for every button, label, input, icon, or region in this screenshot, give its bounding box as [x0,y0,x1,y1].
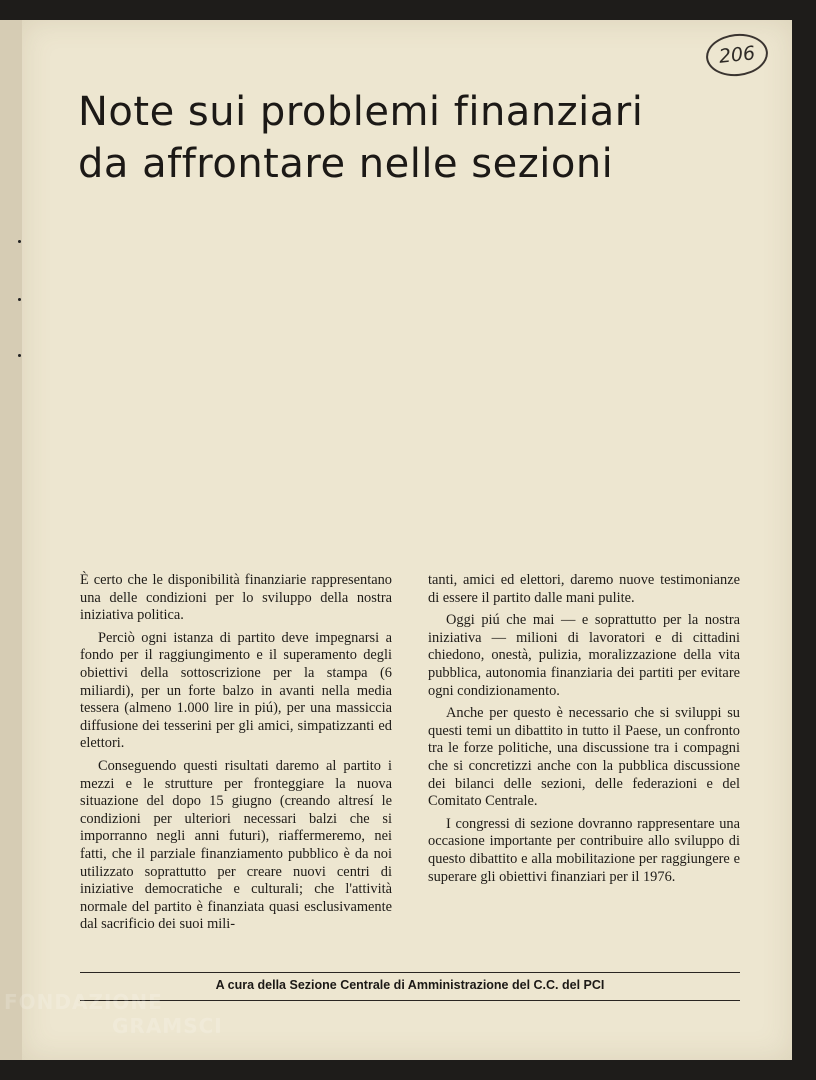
margin-mark [18,354,21,357]
archive-watermark [4,990,234,1038]
watermark-line: GRAMSCI [112,1014,223,1038]
binding-edge [0,20,22,1060]
paragraph: Oggi piú che mai — e soprattutto per la nostra iniziativa — milioni di lavoratori e di cittadini chiedono, onestà, pulizia, moralizzazione della vita pubblica, autonomia finanziaria dei partiti per evitare ogni condizionamento. [428,612,740,699]
paragraph: tanti, amici ed elettori, daremo nuove testimonianze di essere il partito dalle mani pulite. [428,572,740,606]
handwritten-page-number: 206 [704,31,770,79]
margin-mark [18,240,21,243]
paragraph: Conseguendo questi risultati daremo al partito i mezzi e le strutture per fronteggiare la nuova situazione del dopo 15 giugno (creando altresí le condizioni per ulteriori necessari balzi che si imporranno negli anni futuri), riaffermeremo, nei fatti, che il parziale finanziamento pubblico è da noi utilizzato soprattutto per creare nuovi centri di iniziative democratiche e culturali; che l'attività normale del partito è finanziata quasi esclusivamente dal sacrificio dei suoi mili- [80,757,392,933]
footer-rule-top [80,972,740,973]
text-column-right [428,572,740,891]
paragraph: Anche per questo è necessario che si sviluppi su questi temi un dibattito in tutto il Paese, un confronto tra le forze politiche, una discussione tra i compagni che si concretizzi anche con la pubblica discussione dei bilanci delle sezioni, delle federazioni e del Comitato Centrale. [428,705,740,810]
watermark-line: FONDAZIONE [4,990,163,1014]
title-line: da affrontare nelle sezioni [78,141,614,187]
footer-credit: A cura della Sezione Centrale di Amministrazione del C.C. del PCI [215,978,605,992]
margin-mark [18,298,21,301]
title-line: Note sui problemi finanziari [78,89,644,135]
paragraph: Perciò ogni istanza di partito deve impegnarsi a fondo per il raggiungimento e il superamento degli obiettivi della sottoscrizione per la stampa (6 miliardi), per un forte balzo in avanti nella media tessera (almeno 1.000 lire in piú), per una massiccia diffusione dei tesserini per gli amici, simpatizzanti ed elettori. [80,629,392,752]
paragraph: È certo che le disponibilità finanziarie rappresentano una delle condizioni per lo sviluppo della nostra iniziativa politica. [80,572,392,624]
paragraph: I congressi di sezione dovranno rappresentare una occasione importante per contribuire allo sviluppo di questo dibattito e alla mobilitazione per raggiungere e superare gli obiettivi finanziari per il 1976. [428,815,740,885]
document-page [22,20,792,1060]
article-title [78,86,718,190]
text-column-left [80,572,392,939]
